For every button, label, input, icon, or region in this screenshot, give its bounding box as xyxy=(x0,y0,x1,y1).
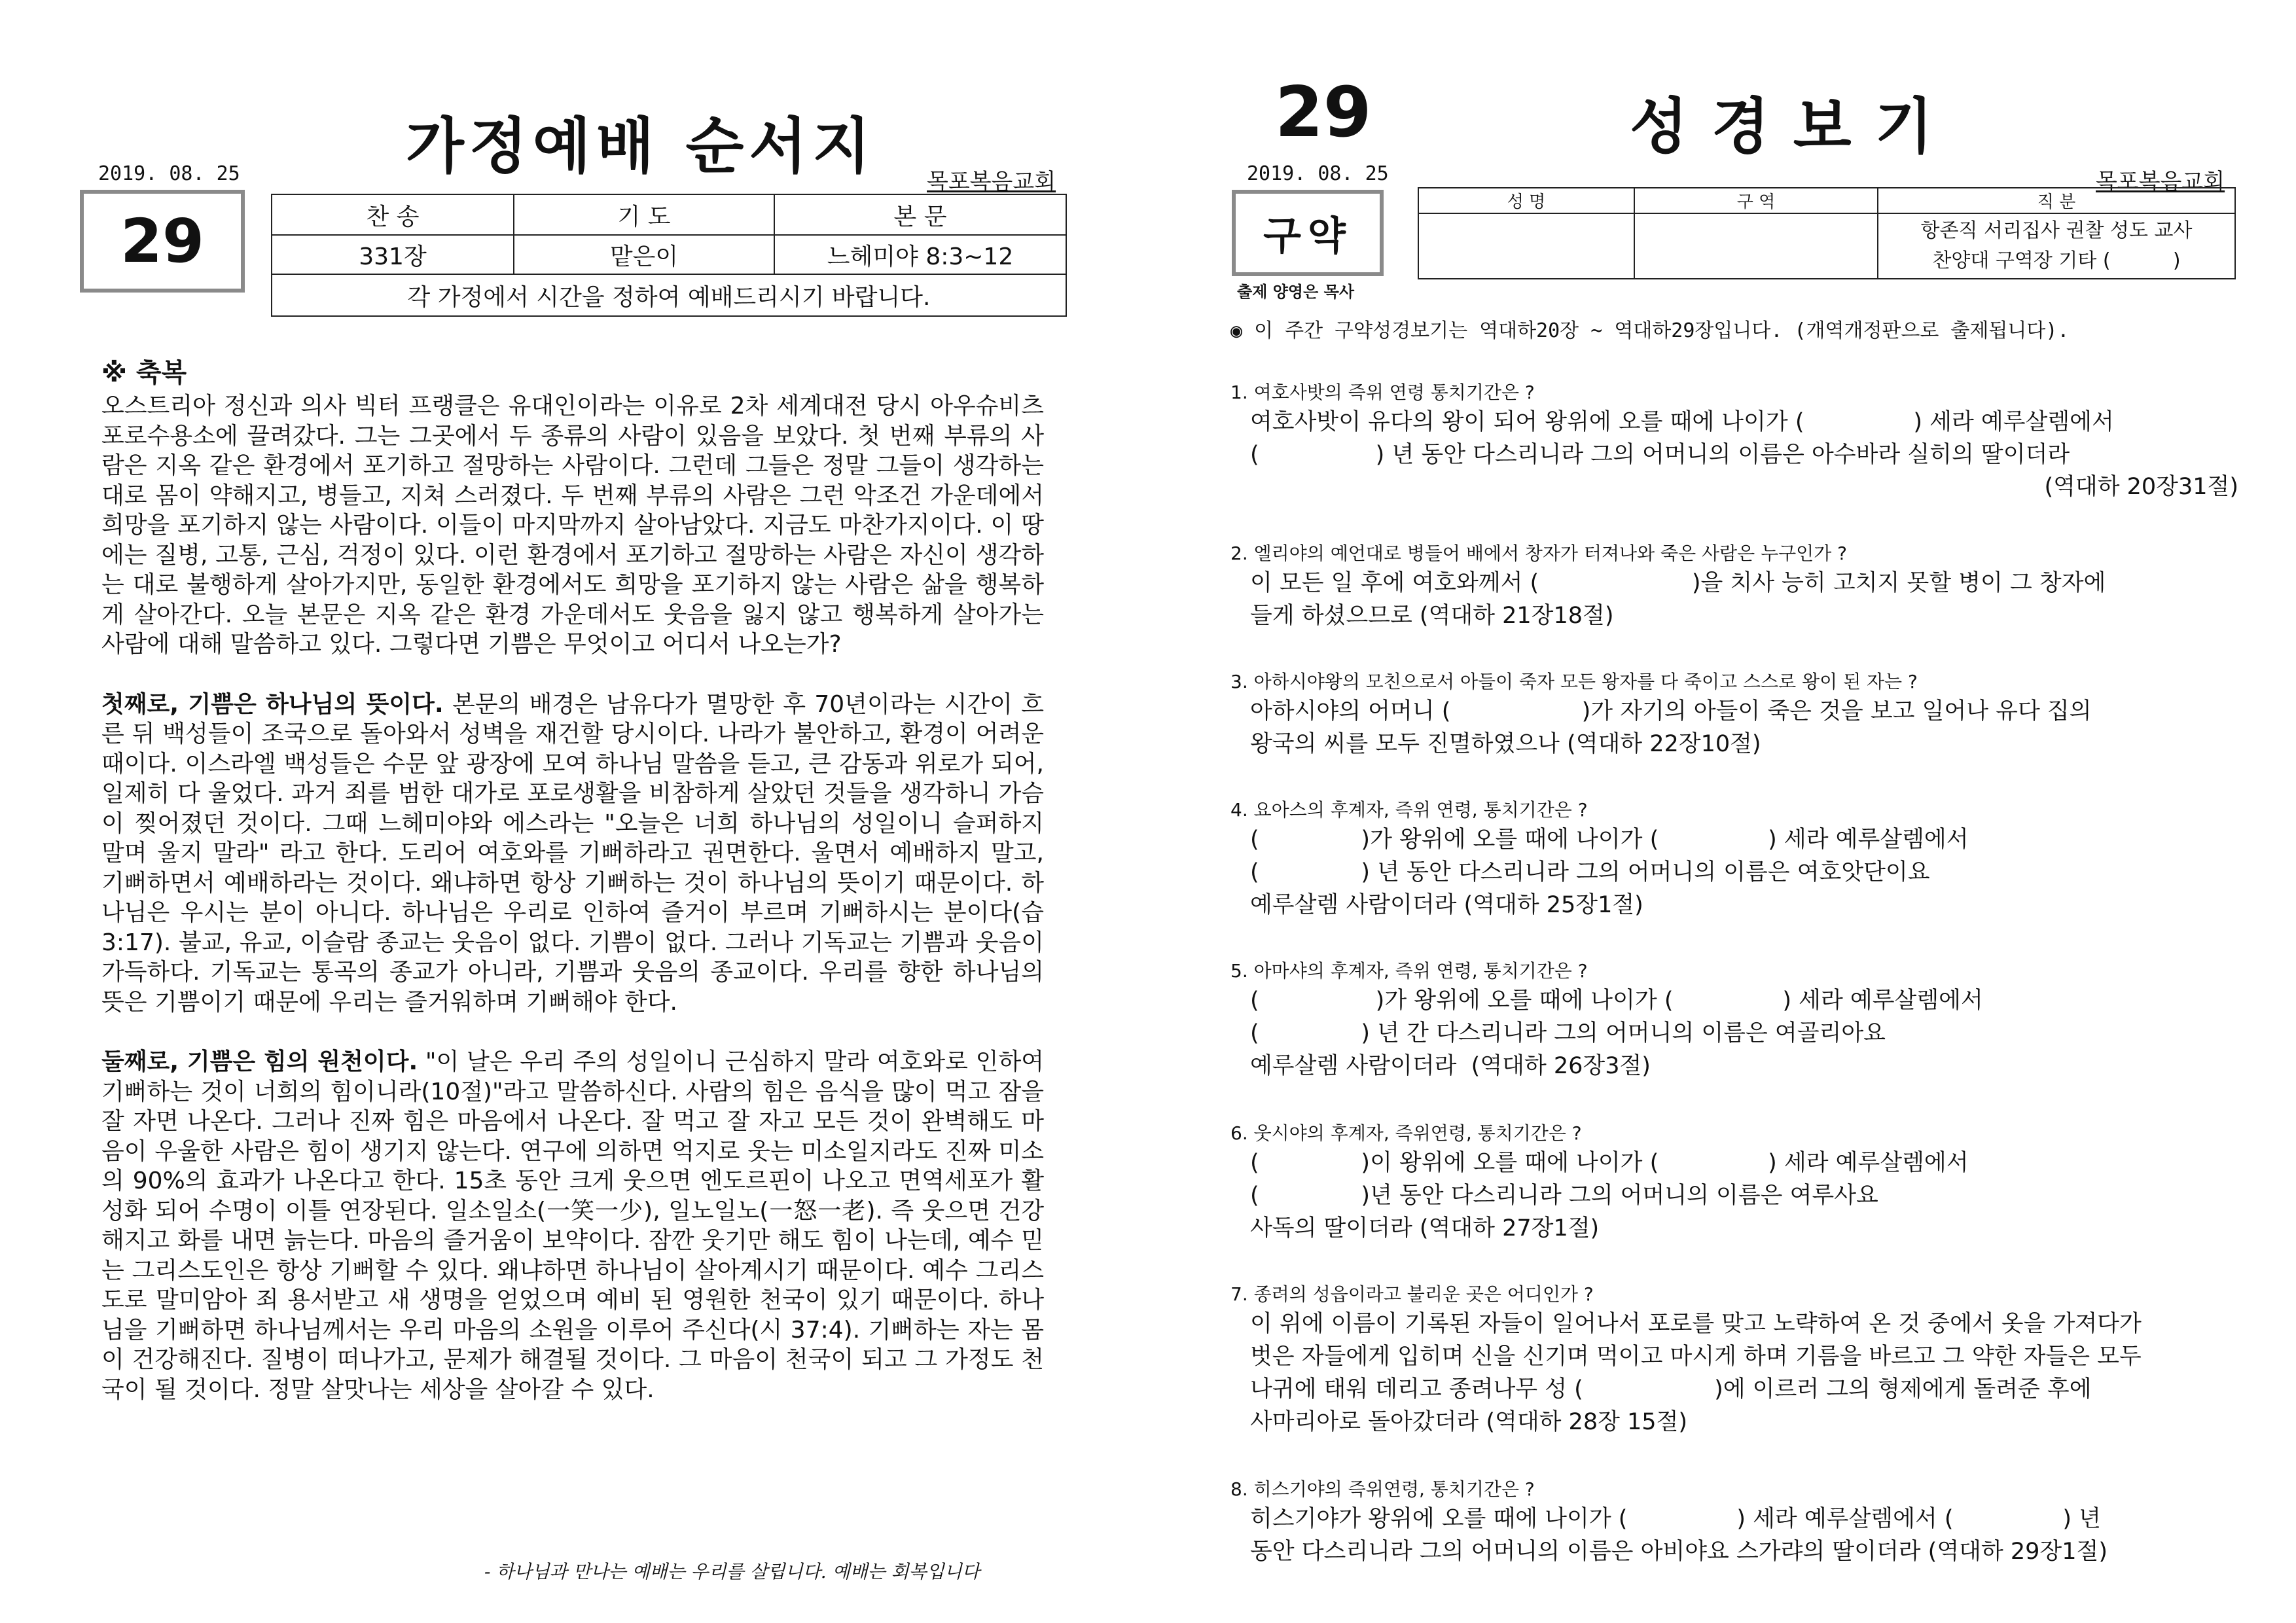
worship-note: 각 가정에서 시간을 정하여 예배드리시기 바랍니다. xyxy=(272,274,1066,316)
form-header-name: 성 명 xyxy=(1418,188,1634,213)
section-heading: ※ 축복 xyxy=(101,358,187,388)
form-field-district[interactable] xyxy=(1634,213,1878,279)
question-3-line-1: 아하시야의 어머니 ( )가 자기의 아들이 죽은 것을 보고 일어나 유다 집의 xyxy=(1250,698,2092,724)
left-date: 2019. 08. 25 xyxy=(98,162,240,185)
question-4-line-1: ( )가 왕위에 오를 때에 나이가 ( ) 세라 예루살렘에서 xyxy=(1250,827,1969,853)
left-church-name: 목포복음교회 xyxy=(927,169,1056,195)
question-3-title: 3. 아하시야왕의 모친으로서 아들이 죽자 모든 왕자를 다 죽이고 스스로 왕이 된 자는 ? xyxy=(1230,671,1918,692)
hymn-number: 331장 xyxy=(272,235,514,274)
author-credit: 출제 양영은 목사 xyxy=(1237,283,1354,301)
question-3 xyxy=(1230,669,2238,760)
point-2-text: "이 날은 우리 주의 성일이니 근심하지 말라 여호와로 인하여 기뻐하는 것이 너희의 힘이니라(10절)"라고 말씀하신다. 사람의 힘은 음식을 많이 먹고 잠을 잘 자면 나온다. 그러나 진짜 힘은 마음에서 나온다. 잘 먹고 잘 자고 모든 것이 완벽해도 마음이 우울한 사람은 힘이 생기지 않는다. 연구에 의하면 억지로 웃는 미소일지라도 진짜 미소의 90%의 효과가 나온다고 한다. 15초 동안 크게 웃으면 엔도르핀이 나오고 면역세포가 활성화 되어 수명이 이틀 연장된다. 일소일소(一笑一少), 일노일노(一怒一老). 즉 웃으면 건강해지고 화를 내면 늙는다. 마음의 즐거움이 보약이다. 잠깐 웃기만 해도 힘이 나는데, 예수 믿는 그리스도인은 항상 기뻐할 수 있다. 왜냐하면 하나님이 살아계시기 때문이다. 예수 그리스도로 말미암아 죄 용서받고 새 생명을 얻었으며 예비 된 영원한 천국이 있기 때문이다. 하나님을 기뻐하면 하나님께서는 우리 마음의 소원을 이루어 주신다(시 37:4). 기뻐하는 자는 몸이 건강해진다. 질병이 떠나가고, 문제가 해결될 것이다. 그 마음이 천국이 되고 그 가정도 천국이 될 것이다. 정말 살맛나는 세상을 살아갈 수 있다. xyxy=(101,1048,1044,1403)
question-6-line-2: ( )년 동안 다스리니라 그의 어머니의 이름은 여루사요 xyxy=(1250,1183,1878,1209)
role-options-line-2: 찬양대 구역장 기타 ( ) xyxy=(1932,249,2181,272)
form-field-role[interactable] xyxy=(1878,213,2235,279)
question-8-line-2: 동안 다스리니라 그의 어머니의 이름은 아비야요 스가랴의 딸이더라 (역대하 29장1절) xyxy=(1250,1539,2108,1565)
sermon-body xyxy=(101,391,1044,1435)
question-8 xyxy=(1230,1476,2238,1568)
question-1-reference: (역대하 20장31절) xyxy=(2044,474,2238,500)
form-header-role: 직 분 xyxy=(1878,188,2235,213)
question-2-title: 2. 엘리야의 예언대로 병들어 배에서 창자가 터져나와 죽은 사람은 누구인가 ? xyxy=(1230,543,1848,564)
question-4-line-3: 예루살렘 사람이더라 (역대하 25장1절) xyxy=(1250,892,1643,918)
question-2 xyxy=(1230,541,2238,632)
right-week-number: 29 xyxy=(1275,72,1372,152)
question-7-line-1: 이 위에 이름이 기록된 자들이 일어나서 포로를 맞고 노략하여 온 것 중에서 옷을 가져다가 xyxy=(1250,1311,2142,1337)
question-7-line-4: 사마리아로 돌아갔더라 (역대하 28장 15절) xyxy=(1250,1409,1688,1435)
question-1 xyxy=(1230,380,2238,503)
question-7-line-2: 벗은 자들에게 입히며 신을 신기며 먹이고 마시게 하며 기름을 바르고 그 약한 자들은 모두 xyxy=(1250,1344,2142,1370)
week-number: 29 xyxy=(120,206,205,276)
question-1-line-1: 여호사밧이 유다의 왕이 되어 왕위에 오를 때에 나이가 ( ) 세라 예루살렘에서 xyxy=(1250,409,2114,435)
question-4-line-2: ( ) 년 동안 다스리니라 그의 어머니의 이름은 여호앗단이요 xyxy=(1250,859,1930,885)
question-2-line-1: 이 모든 일 후에 여호와께서 ( )을 치사 능히 고치지 못할 병이 그 창자에 xyxy=(1250,570,2106,596)
respondent-form-table xyxy=(1418,187,2236,279)
sermon-paragraph-2 xyxy=(101,690,1044,1018)
left-page-title: 가정예배 순서지 xyxy=(406,111,876,181)
sermon-paragraph-3 xyxy=(101,1047,1044,1404)
reading-range-notice: ◉ 이 주간 구약성경보기는 역대하20장 ~ 역대하29장입니다. (개역개정판으로 출제됩니다). xyxy=(1230,319,2070,342)
question-6-line-1: ( )이 왕위에 오를 때에 나이가 ( ) 세라 예루살렘에서 xyxy=(1250,1150,1969,1176)
scripture-ref: 느헤미야 8:3~12 xyxy=(774,235,1066,274)
question-1-title: 1. 여호사밧의 즉위 연령 통치기간은 ? xyxy=(1230,382,1535,403)
right-church-name: 목포복음교회 xyxy=(2096,169,2225,195)
form-header-district: 구 역 xyxy=(1634,188,1878,213)
question-7-line-3: 나귀에 태워 데리고 종려나무 성 ( )에 이르러 그의 형제에게 돌려준 후에 xyxy=(1250,1376,2092,1402)
header-prayer: 기 도 xyxy=(514,194,774,235)
question-4 xyxy=(1230,797,2238,921)
old-testament-label-box xyxy=(1232,190,1384,276)
question-6-line-3: 사독의 딸이더라 (역대하 27장1절) xyxy=(1250,1215,1600,1241)
prayer-leader: 맡은이 xyxy=(514,235,774,274)
question-3-line-2: 왕국의 씨를 모두 진멸하였으나 (역대하 22장10절) xyxy=(1250,731,1761,757)
point-2-heading: 둘째로, 기쁨은 힘의 원천이다. xyxy=(101,1048,418,1075)
week-number-box xyxy=(80,190,245,293)
sermon-paragraph-1: 오스트리아 정신과 의사 빅터 프랭클은 유대인이라는 이유로 2차 세계대전 당시 아우슈비츠 포로수용소에 끌려갔다. 그는 그곳에서 두 종류의 사람이 있음을 보았다. 첫 번째 부류의 사람은 지옥 같은 환경에서 포기하고 절망하는 사람이다. 그런데 그들은 정말 그들이 생각하는 대로 몸이 약해지고, 병들고, 지쳐 스러졌다. 두 번째 부류의 사람은 그런 악조건 가운데에서 희망을 포기하지 않는 사람이다. 이들이 마지막까지 살아남았다. 지금도 마찬가지이다. 이 땅에는 질병, 고통, 근심, 걱정이 있다. 이런 환경에서 포기하고 절망하는 사람은 자신이 생각하는 대로 불행하게 살아가지만, 동일한 환경에서도 희망을 포기하지 않는 사람은 삶을 행복하게 살아간다. 오늘 본문은 지옥 같은 환경 가운데서도 웃음을 잃지 않고 행복하게 살아가는 사람에 대해 말씀하고 있다. 그렇다면 기쁨은 무엇이고 어디서 나오는가? xyxy=(101,393,1044,658)
worship-order-table xyxy=(271,194,1067,317)
question-5-line-3: 예루살렘 사람이더라 (역대하 26장3절) xyxy=(1250,1053,1651,1079)
question-5-line-2: ( ) 년 간 다스리니라 그의 어머니의 이름은 여골리아요 xyxy=(1250,1020,1886,1046)
question-8-title: 8. 히스기야의 즉위연령, 통치기간은 ? xyxy=(1230,1478,1535,1500)
question-6 xyxy=(1230,1120,2238,1245)
question-1-line-2: ( ) 년 동안 다스리니라 그의 어머니의 이름은 아수바라 실히의 딸이더라 xyxy=(1250,442,2070,468)
header-scripture: 본 문 xyxy=(774,194,1066,235)
question-8-line-1: 히스기야가 왕위에 오를 때에 나이가 ( ) 세라 예루살렘에서 ( ) 년 xyxy=(1250,1506,2101,1532)
right-date: 2019. 08. 25 xyxy=(1247,162,1389,185)
question-4-title: 4. 요아스의 후계자, 즉위 연령, 통치기간은 ? xyxy=(1230,799,1588,821)
point-1-text: 본문의 배경은 남유다가 멸망한 후 70년이라는 시간이 흐른 뒤 백성들이 조국으로 돌아와서 성벽을 재건할 당시이다. 나라가 불안하고, 환경이 어려운 때이다. 이스라엘 백성들은 수문 앞 광장에 모여 하나님 말씀을 듣고, 큰 감동과 위로가 되어, 일제히 다 울었다. 과거 죄를 범한 대가로 포로생활을 비참하게 살았던 것들을 생각하니 가슴이 찢어졌던 것이다. 그때 느헤미야와 에스라는 "오늘은 너희 하나님의 성일이니 슬퍼하지 말며 울지 말라" 라고 한다. 도리어 여호와를 기뻐하라고 권면한다. 울면서 예배하지 말고, 기뻐하면서 예배하라는 것이다. 왜냐하면 항상 기뻐하는 것이 하나님의 뜻이기 때문이다. 하나님은 우시는 분이 아니다. 하나님은 우리로 인하여 즐거이 부르며 기뻐하시는 분이다(습 3:17). 불교, 유교, 이슬람 종교는 웃음이 없다. 기쁨이 없다. 그러나 기독교는 기쁨과 웃음이 가득하다. 기독교는 통곡의 종교가 아니라, 기쁨과 웃음의 종교이다. 우리를 향한 하나님의 뜻은 기쁨이기 때문에 우리는 즐거워하며 기뻐해야 한다. xyxy=(101,690,1044,1016)
header-hymn: 찬 송 xyxy=(272,194,514,235)
question-7 xyxy=(1230,1281,2238,1438)
question-5-title: 5. 아마샤의 후계자, 즉위 연령, 통치기간은 ? xyxy=(1230,960,1588,982)
question-5 xyxy=(1230,958,2238,1082)
question-2-line-2: 들게 하셨으므로 (역대하 21장18절) xyxy=(1250,603,1614,629)
closing-signature: - 하나님과 만나는 예배는 우리를 살립니다. 예배는 회복입니다 xyxy=(484,1561,980,1582)
point-1-heading: 첫째로, 기쁨은 하나님의 뜻이다. xyxy=(101,690,444,718)
role-options-line-1: 항존직 서리집사 권찰 성도 교사 xyxy=(1920,219,2193,242)
form-field-name[interactable] xyxy=(1418,213,1634,279)
question-6-title: 6. 웃시야의 후계자, 즉위연령, 통치기간은 ? xyxy=(1230,1122,1582,1144)
old-testament-label: 구약 xyxy=(1263,213,1352,259)
question-7-title: 7. 종려의 성읍이라고 불리운 곳은 어디인가 ? xyxy=(1230,1283,1594,1305)
right-page-title: 성경보기 xyxy=(1630,92,1957,162)
question-5-line-1: ( )가 왕위에 오를 때에 나이가 ( ) 세라 예루살렘에서 xyxy=(1250,988,1983,1014)
